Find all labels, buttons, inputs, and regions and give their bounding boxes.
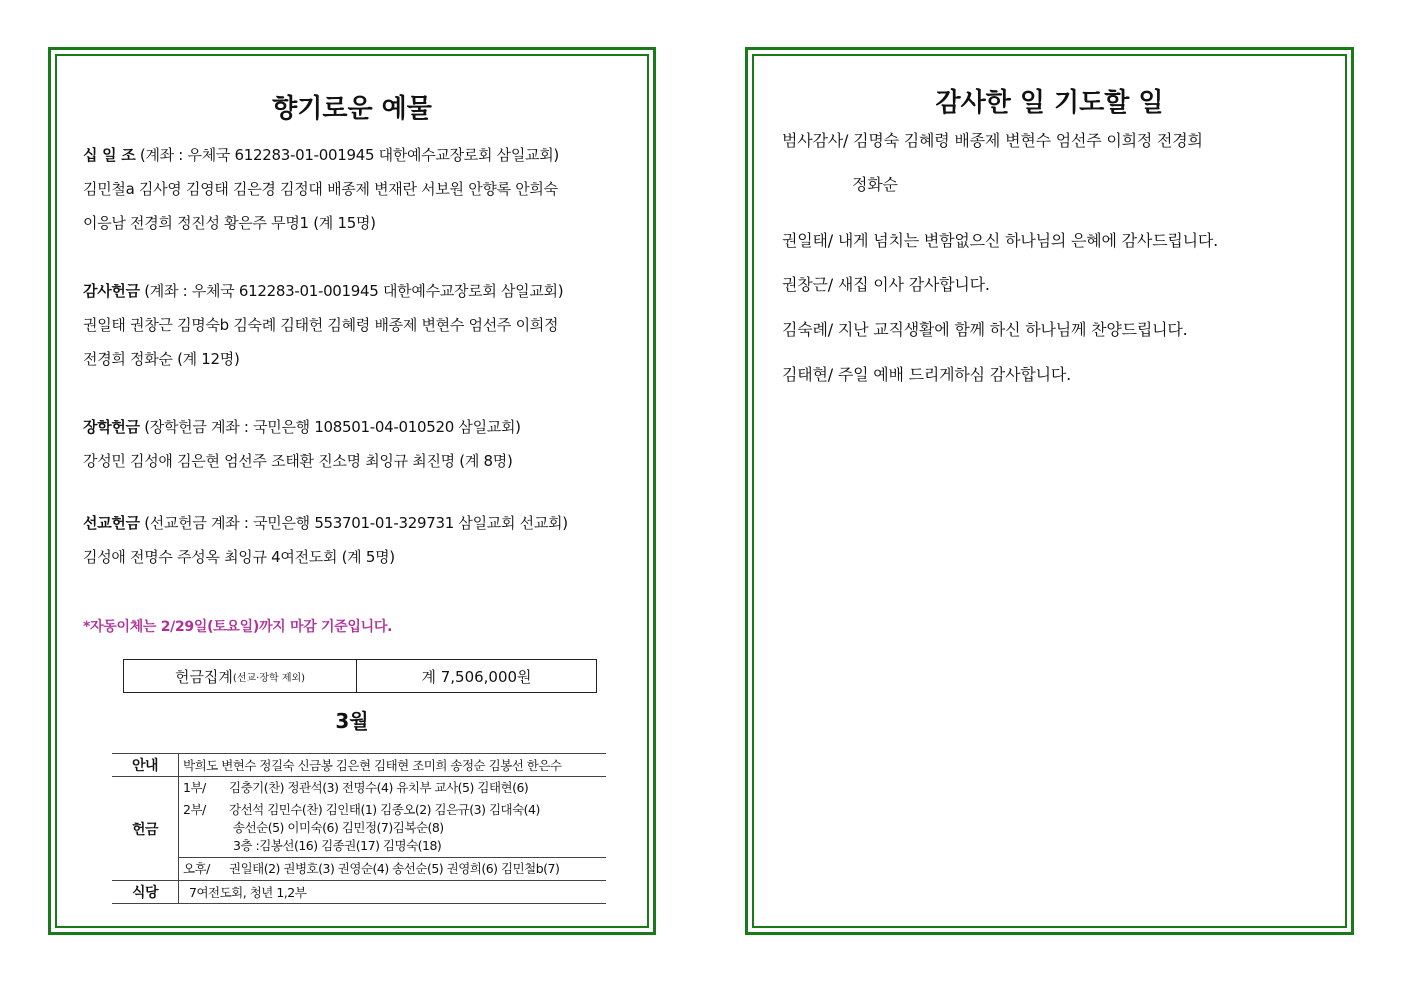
- guide-label: 안내: [112, 754, 179, 777]
- table-row: [112, 754, 606, 777]
- auto-transfer-notice: *자동이체는 2/29일(토요일)까지 마감 기준입니다.: [83, 619, 393, 635]
- offering-2nd-line-1: 강선석 김민수(찬) 김인태(1) 김종오(2) 김은규(3) 김대숙(4): [229, 802, 540, 817]
- offering-summary-box: [123, 659, 597, 693]
- offering-2nd-line-3: 3층 :김봉선(16) 김종권(17) 김명숙(18): [233, 838, 442, 853]
- offering-afternoon: [179, 857, 606, 878]
- mission-label: 선교헌금: [83, 514, 140, 532]
- thanks-names-1: 권일태 권창근 김명숙b 김숙례 김태헌 김혜령 배종제 변현수 엄선주 이희정: [83, 316, 559, 334]
- list-item: 정화순: [852, 175, 898, 194]
- march-schedule-table: [112, 753, 606, 904]
- tithe-header: [83, 144, 559, 165]
- list-item: 김숙례/ 지난 교직생활에 함께 하신 하나님께 찬양드립니다.: [782, 320, 1188, 339]
- mission-header: [83, 512, 568, 533]
- scholarship-label: 장학헌금: [83, 418, 140, 436]
- summary-note: (선교·장학 제외): [232, 672, 306, 684]
- tithe-account: (계좌 : 우체국 612283-01-001945 대한예수교장로회 삼일교회): [139, 146, 559, 164]
- offering-1st-names: 김충기(찬) 정관석(3) 전명수(4) 유치부 교사(5) 김태현(6): [229, 780, 529, 795]
- summary-label-cell: [124, 660, 357, 692]
- prayer-panel: [745, 47, 1354, 935]
- list-item: 권창근/ 새집 이사 감사합니다.: [782, 275, 990, 294]
- offering-afternoon-label: 오후/: [183, 861, 210, 876]
- offerings-title: 향기로운 예물: [272, 94, 432, 124]
- thanks-names-2: 전경희 정화순 (계 12명): [83, 350, 240, 368]
- offering-1st: [183, 779, 602, 797]
- thanks-account: (계좌 : 우체국 612283-01-001945 대한예수교장로회 삼일교회): [144, 282, 564, 300]
- offering-2nd-label: 2부/: [183, 802, 206, 817]
- scholarship-header: [83, 416, 521, 437]
- mission-account: (선교헌금 계좌 : 국민은행 553701-01-329731 삼일교회 선교회): [144, 514, 568, 532]
- offering-label: 헌금: [112, 777, 179, 881]
- meal-names: 7여전도회, 청년 1,2부: [179, 881, 607, 904]
- scholarship-account: (장학헌금 계좌 : 국민은행 108501-04-010520 삼일교회): [144, 418, 521, 436]
- table-row: [112, 881, 606, 904]
- offering-2nd: [183, 801, 602, 819]
- offering-cell: [179, 777, 607, 881]
- summary-label: 헌금집계: [174, 667, 233, 686]
- offering-1st-label: 1부/: [183, 780, 206, 795]
- list-item: 범사감사/ 김명숙 김혜령 배종제 변현수 엄선주 이희정 전경희: [782, 131, 1203, 150]
- thanks-label: 감사헌금: [83, 282, 140, 300]
- offering-2nd-line-2: 송선순(5) 이미숙(6) 김민정(7)김복순(8): [233, 820, 444, 835]
- prayer-title: 감사한 일 기도할 일: [935, 88, 1164, 118]
- thanks-header: [83, 280, 563, 301]
- month-heading: 3월: [335, 709, 369, 733]
- offerings-panel-inner-border: [55, 54, 649, 928]
- tithe-names-2: 이응남 전경희 정진성 황은주 무명1 (계 15명): [83, 214, 376, 232]
- prayer-panel-inner-border: [752, 54, 1347, 928]
- offerings-panel: [48, 47, 656, 935]
- meal-label: 식당: [112, 881, 179, 904]
- tithe-label: 십 일 조: [83, 146, 136, 164]
- scholarship-names: 강성민 김성애 김은현 엄선주 조태환 진소명 최잉규 최진명 (계 8명): [83, 452, 513, 470]
- guide-names: 박희도 변현수 정길숙 신금봉 김은현 김태현 조미희 송정순 김봉선 한은수: [179, 754, 607, 777]
- tithe-names-1: 김민철a 김사영 김영태 김은경 김정대 배종제 변재란 서보원 안향록 안희숙: [83, 180, 558, 198]
- summary-total: 계 7,506,000원: [421, 667, 532, 686]
- table-row: [112, 777, 606, 881]
- list-item: 김태현/ 주일 예배 드리게하심 감사합니다.: [782, 365, 1071, 384]
- list-item: 권일태/ 내게 넘치는 변함없으신 하나님의 은혜에 감사드립니다.: [782, 231, 1219, 250]
- offering-afternoon-names: 권일태(2) 권병호(3) 권영순(4) 송선순(5) 권영희(6) 김민철b(7): [229, 861, 560, 876]
- mission-names: 김성애 전명수 주성옥 최잉규 4여전도회 (계 5명): [83, 548, 395, 566]
